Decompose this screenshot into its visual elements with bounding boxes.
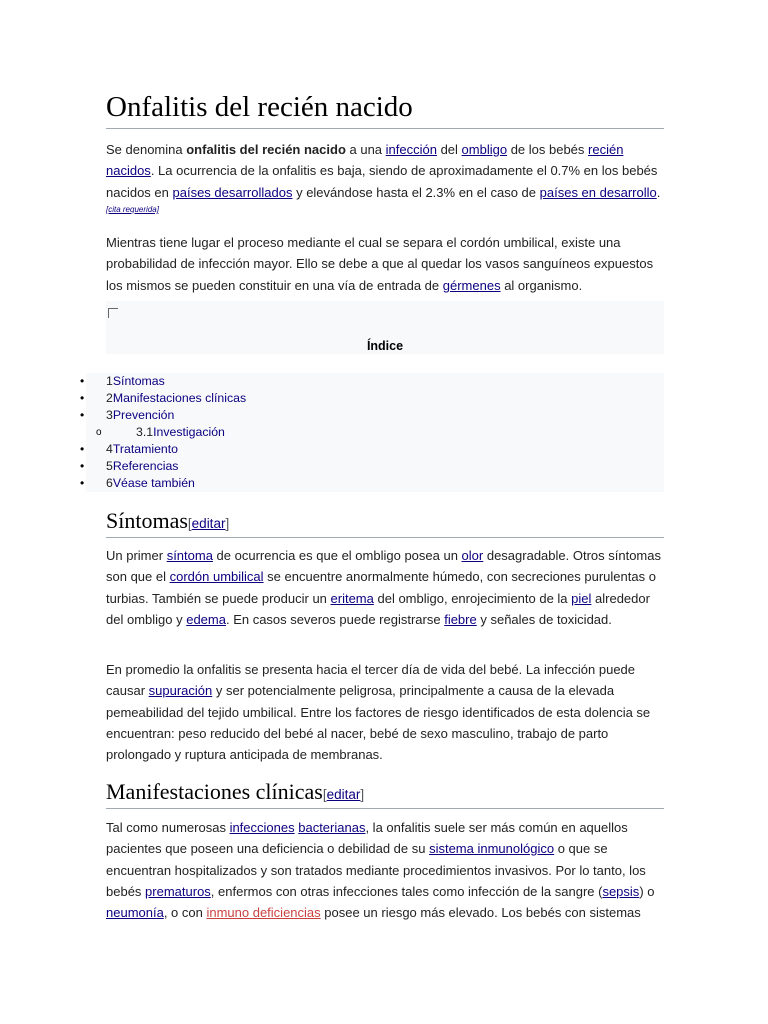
bullet-icon: • xyxy=(80,391,85,405)
paragraph-2 xyxy=(106,232,664,296)
section-title: Síntomas xyxy=(106,508,188,533)
toc-number: 3.1 xyxy=(136,425,154,439)
edit-section: [editar] xyxy=(322,787,365,802)
link-infeccion[interactable]: infección xyxy=(385,142,437,157)
toc-link-vease-tambien[interactable]: Véase también xyxy=(112,476,195,490)
toc-number: 3 xyxy=(106,408,113,422)
paragraph-text: y ser potencialmente peligrosa, principalmente a causa de la elevada pemeabilidad del tejido umbilical. Entre los factores de riesgo identificados de esta dolencia se encuentran: peso reducido del bebé al nacer, bebé de sexo masculino, trabajo de parto prolongado y ruptura anticipada de membranas. xyxy=(106,683,651,763)
link-recien-nacidos[interactable]: recién nacidos xyxy=(106,142,624,179)
sintomas-paragraph-2 xyxy=(106,659,664,765)
paragraph-text: alrededor del ombligo y xyxy=(106,590,650,627)
toc-title: Índice xyxy=(366,339,404,353)
toc-item[interactable] xyxy=(80,390,664,407)
circle-bullet-icon: o xyxy=(96,427,102,438)
intro-text: del xyxy=(436,142,462,157)
bullet-icon: • xyxy=(80,476,85,490)
link-piel[interactable]: piel xyxy=(571,590,592,606)
toc-link-referencias[interactable]: Referencias xyxy=(112,459,179,473)
manifestaciones-paragraph-1 xyxy=(106,817,664,923)
edit-link[interactable]: editar xyxy=(191,516,226,531)
toc-item[interactable] xyxy=(80,441,664,458)
toc-subitem[interactable] xyxy=(86,424,664,441)
toc-header xyxy=(106,301,664,354)
intro-text: a una xyxy=(345,142,386,157)
link-ombligo[interactable]: ombligo xyxy=(461,142,508,157)
paragraph-text: y señales de toxicidad. xyxy=(476,611,612,627)
link-prematuros[interactable]: prematuros xyxy=(145,883,211,899)
toc-item[interactable] xyxy=(80,475,664,492)
link-cordon-umbilical[interactable]: cordón umbilical xyxy=(169,569,264,585)
toc-link-manifestaciones[interactable]: Manifestaciones clínicas xyxy=(112,391,247,405)
sintomas-paragraph-1 xyxy=(106,545,664,630)
paragraph-text: del ombligo, enrojecimiento de la xyxy=(373,590,572,606)
bullet-icon: • xyxy=(80,408,85,422)
intro-text: Se denomina xyxy=(106,142,187,157)
intro-text: de los bebés xyxy=(507,142,589,157)
toc-item[interactable] xyxy=(80,458,664,475)
edit-link[interactable]: editar xyxy=(326,787,361,802)
toc-link-sintomas[interactable]: Síntomas xyxy=(112,374,165,388)
link-fiebre[interactable]: fiebre xyxy=(444,611,477,627)
paragraph-text: o que se encuentran hospitalizados y son tratados mediante procedimientos invasivos. Por lo tanto, los bebés xyxy=(106,841,646,899)
toc-list xyxy=(80,373,664,492)
toc-item[interactable] xyxy=(80,373,664,390)
link-supuracion[interactable]: supuración xyxy=(148,683,213,699)
link-sintoma[interactable]: síntoma xyxy=(166,548,213,563)
paragraph-text: . En casos severos puede registrarse xyxy=(225,611,445,627)
link-paises-desarrollados[interactable]: países desarrollados xyxy=(172,184,293,200)
toc-number: 2 xyxy=(106,391,113,405)
intro-text: . xyxy=(656,184,661,200)
link-olor[interactable]: olor xyxy=(461,548,484,563)
section-heading-manifestaciones xyxy=(106,778,664,809)
bullet-icon: • xyxy=(80,374,85,388)
toc-number: 6 xyxy=(106,476,113,490)
toc-link-investigacion[interactable]: Investigación xyxy=(153,425,225,439)
link-cita-requerida[interactable]: [cita requerida] xyxy=(106,204,159,214)
intro-text: y elevándose hasta el 2.3% en el caso de xyxy=(292,184,540,200)
paragraph-text: Tal como numerosas xyxy=(106,820,230,835)
link-neumonia[interactable]: neumonía xyxy=(106,905,164,921)
link-infecciones[interactable]: infecciones xyxy=(229,820,295,835)
link-paises-en-desarrollo[interactable]: países en desarrollo xyxy=(539,184,657,200)
paragraph-text: se encuentre anormalmente húmedo, con secreciones purulentas o turbias. También se puede producir un xyxy=(106,569,656,606)
section-heading-sintomas xyxy=(106,507,664,538)
citation-needed xyxy=(106,205,159,214)
paragraph-text: de ocurrencia es que el ombligo posea un xyxy=(212,548,462,563)
paragraph-text: , la onfalitis suele ser más común en aquellos pacientes que poseen una deficiencia o debilidad de su xyxy=(106,820,628,857)
edit-section: [editar] xyxy=(187,516,230,531)
bullet-icon: • xyxy=(80,459,85,473)
intro-text: . La ocurrencia de la onfalitis es baja, siendo de aproximadamente el 0.7% en los bebés nacidos en xyxy=(106,163,658,200)
link-edema[interactable]: edema xyxy=(186,611,226,627)
link-sepsis[interactable]: sepsis xyxy=(602,883,640,899)
toc-link-tratamiento[interactable]: Tratamiento xyxy=(112,442,178,456)
paragraph-text: al organismo. xyxy=(500,277,583,293)
toc-number: 4 xyxy=(106,442,113,456)
section-title: Manifestaciones clínicas xyxy=(106,779,323,804)
paragraph-text: Un primer xyxy=(106,548,167,563)
toc-number: 1 xyxy=(106,374,113,388)
intro-paragraph xyxy=(106,139,664,224)
paragraph-text: En promedio la onfalitis se presenta hacia el tercer día de vida del bebé. La infección puede causar xyxy=(106,662,636,699)
link-eritema[interactable]: eritema xyxy=(330,590,374,606)
bullet-icon: • xyxy=(80,442,85,456)
toc-toggle-checkbox[interactable] xyxy=(108,308,118,318)
link-bacterianas[interactable]: bacterianas xyxy=(298,820,366,835)
link-germenes[interactable]: gérmenes xyxy=(442,277,501,293)
toc-link-prevencion[interactable]: Prevención xyxy=(112,408,175,422)
intro-bold-term: onfalitis del recién nacido xyxy=(186,142,346,157)
link-sistema-inmunologico[interactable]: sistema inmunológico xyxy=(429,841,555,857)
toc-number: 5 xyxy=(106,459,113,473)
paragraph-text: desagradable. Otros síntomas son que el xyxy=(106,548,661,585)
paragraph-text: Mientras tiene lugar el proceso mediante el cual se separa el cordón umbilical, existe una probabilidad de infección mayor. Ello se debe a que al quedar los vasos sanguíneos expuestos los mismos se pueden constituir en una vía de entrada de xyxy=(106,235,654,293)
paragraph-text: , enfermos con otras infecciones tales como infección de la sangre ( xyxy=(210,883,603,899)
paragraph-text: posee un riesgo más elevado. Los bebés con sistemas xyxy=(320,905,641,921)
toc-item[interactable] xyxy=(80,407,664,424)
paragraph-text: ) o xyxy=(639,883,655,899)
paragraph-text: , o con xyxy=(163,905,207,921)
page-title: Onfalitis del recién nacido xyxy=(106,88,664,129)
link-inmuno-deficiencias[interactable]: inmuno deficiencias xyxy=(206,905,321,921)
